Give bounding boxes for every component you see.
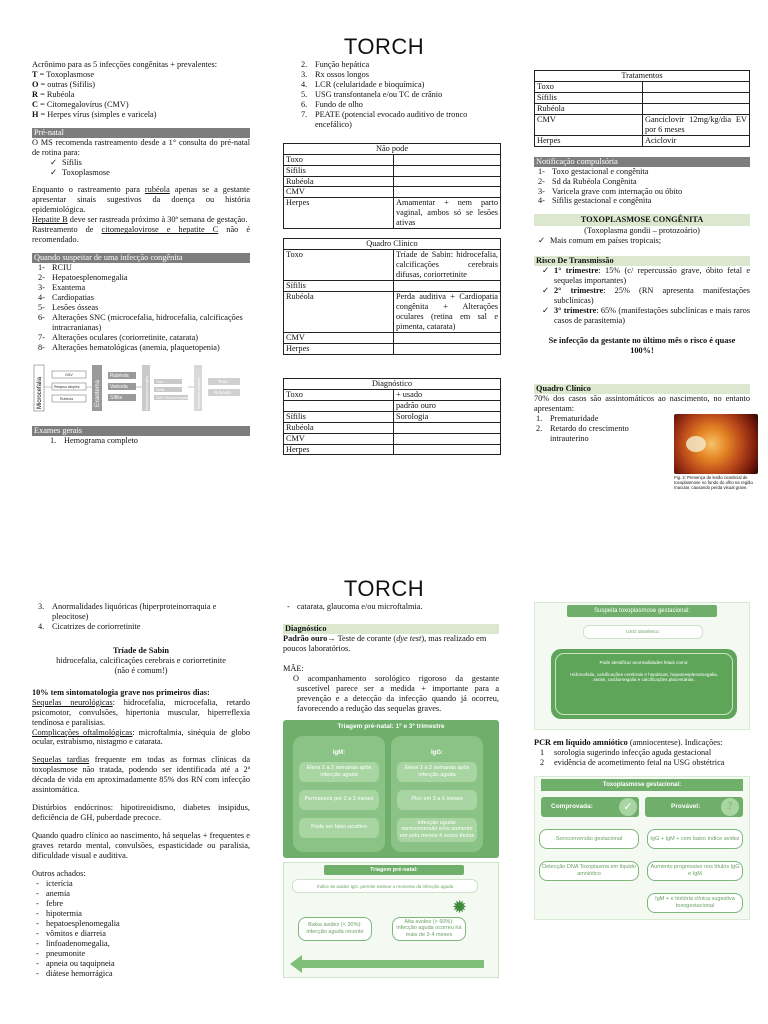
- card-triagem-trimestre: [283, 720, 499, 858]
- diagram-l3-item: Sífilis: [156, 387, 165, 392]
- fundus-image: [674, 414, 758, 474]
- exam-item: 5. USG transfontanela e/ou TC de crânio: [315, 90, 501, 100]
- suspect-item: 8- Alterações hematológicas (anemia, plaquetopenia): [52, 343, 250, 353]
- table-title: Não pode: [284, 143, 501, 154]
- table-cell-value: [643, 103, 750, 114]
- risco-trimestre: 1° trimestre: [554, 266, 599, 276]
- outros-list: [32, 879, 250, 979]
- table-nao-pode: [283, 143, 501, 230]
- exams-list-continued: [32, 602, 250, 632]
- pcr-list: [534, 748, 750, 768]
- table-row: [284, 176, 501, 187]
- risco-header: Risco De Transmissão: [534, 256, 750, 266]
- diagram-l2-item: Varicela: [110, 383, 128, 390]
- outros-item: - icterícia: [32, 879, 250, 889]
- table-cell-value: [394, 433, 501, 444]
- prenatal-item: ✓ Sífilis: [46, 158, 250, 168]
- table-row: [284, 250, 501, 281]
- virus-icon: ✹: [452, 896, 468, 917]
- page-2: [0, 512, 768, 1024]
- table-cell-key: Toxo: [284, 250, 394, 281]
- acronym-letter: R: [32, 89, 38, 99]
- table-cell-value: Perda auditiva + Cardiopatia congênita + Alterações oculares (retina em sal e pimenta, catarata): [394, 292, 501, 333]
- suspect-list: [32, 263, 250, 353]
- acronym-text: = outras (Sífilis): [38, 79, 95, 89]
- table-cell-key: Rubéola: [284, 422, 394, 433]
- table-cell-key: Herpes: [284, 198, 394, 229]
- outros-item: - apneia ou taquipneia: [32, 959, 250, 969]
- mae-text: O acompanhamento sorológico rigoroso da gestante suscetível parece ser a medida + importante para a prevenção e a detecção da infecção quando já ocorreu, favorecendo a redução das sequelas graves.: [293, 673, 499, 713]
- qc-item: 1. Prematuridade: [550, 414, 664, 424]
- table-cell-value: [394, 343, 501, 354]
- table-cell-value: Sorologia: [394, 411, 501, 422]
- risco-item: [538, 306, 750, 326]
- risco-trimestre: 2° trimestre: [554, 286, 604, 296]
- notificacao-item: 4- Sífilis gestacional e congênita: [552, 196, 750, 206]
- outros-item: - anemia: [32, 889, 250, 899]
- qc-header: Quadro Clínico: [534, 384, 750, 394]
- column-1: [32, 60, 250, 446]
- acronym-text: = Toxoplasmose: [37, 69, 95, 79]
- differential-diagram: [32, 363, 250, 415]
- sintomatologia-title: 10% tem sintomatologia grave nos primeiros dias:: [32, 687, 210, 697]
- table-row: [284, 292, 501, 333]
- diagram-l3-item: CMV Hepatomegalia: [156, 395, 189, 400]
- table-row: [284, 411, 501, 422]
- column-2: [283, 602, 499, 978]
- table-cell-value: [394, 165, 501, 176]
- risco-note: Se infecção da gestante no último mês o risco é quase 100%!: [548, 335, 736, 355]
- diagram-oculares: Alterações oculares: [197, 377, 201, 409]
- exam-item: 2. Função hepática: [315, 60, 501, 70]
- rastreamento-rubeola: Enquanto o rastreamento para rubéola apenas se a gestante apresentar sinais sugestivos da doença ou história epidemiológica.: [32, 185, 250, 215]
- outros-item: - vômitos e diarreia: [32, 929, 250, 939]
- toxo-subtitle: (Toxoplasma gondii – protozoário): [584, 226, 700, 236]
- table-cell-key: Sífilis: [284, 411, 394, 422]
- risco-text: : 15% (c/ repercussão grave, óbito fetal e sequelas importantes): [554, 266, 750, 286]
- acronym-text: = Rubéola: [38, 89, 75, 99]
- table-cell-key: [284, 400, 394, 411]
- table-cell-value: [394, 176, 501, 187]
- table-cell-value: [394, 332, 501, 343]
- provavel-label: Provável:: [645, 797, 743, 817]
- figure-caption: Fig. 2: Presença de lesão cicatricial de toxoplasmose no fundo do olho na região macular, causando perda visual grave.: [674, 474, 753, 490]
- qc-list: [534, 414, 664, 444]
- outros-item: - linfoadenomegalia,: [32, 939, 250, 949]
- risco-item: [538, 286, 750, 306]
- table-cell-value: [394, 281, 501, 292]
- diagram-l2-item: Rubéola: [110, 372, 129, 379]
- table-diagnostico: [283, 378, 501, 456]
- exams-list: [32, 436, 250, 446]
- table-cell-key: Sífilis: [535, 92, 643, 103]
- column-3: [534, 602, 750, 920]
- table-row: [535, 135, 750, 146]
- table-cell-value: [643, 92, 750, 103]
- exam-item: 4. Cicatrizes de coriorretinite: [52, 622, 250, 632]
- suspect-item: 6- Alterações SNC (microcefalia, hidrocefalia, calcificações intracranianas): [52, 313, 250, 333]
- suspect-item: 3- Exantema: [52, 283, 250, 293]
- outros-item: - pneumonite: [32, 949, 250, 959]
- diagram-l4-item: Rubéola: [214, 389, 231, 395]
- table-row: [284, 343, 501, 354]
- outros-title: Outros achados:: [32, 869, 86, 879]
- table-row: [284, 198, 501, 229]
- acronym-item: [32, 100, 250, 110]
- table-cell-key: Toxo: [284, 389, 394, 400]
- toxo-list: [534, 236, 750, 246]
- padrao-ouro: Padrão ouro→ Teste de corante (dye test), mas realizado em poucos laboratórios.: [283, 633, 487, 653]
- outros-item: - hepatoesplenomegalia: [32, 919, 250, 929]
- exams-list-continued: [283, 60, 501, 130]
- diagnostico-header: Diagnóstico: [283, 624, 499, 634]
- table-title: Diagnóstico: [284, 378, 501, 389]
- igg-label: IgG:: [431, 749, 443, 756]
- comprovada-item: Soroconversão gestacional: [539, 829, 639, 849]
- igm-label: IgM:: [332, 749, 346, 756]
- card-header: Triagem pré-natal:: [324, 865, 464, 875]
- table-cell-value: Aciclovir: [643, 135, 750, 146]
- table-cell-value: Amamentar + nem parto vaginal, ambos só se lesões ativas: [394, 198, 501, 229]
- table-cell-key: Herpes: [284, 343, 394, 354]
- table-cell-value: [394, 154, 501, 165]
- table-tratamentos: [534, 70, 750, 147]
- check-icon: ✓: [619, 798, 637, 816]
- table-cell-value: [394, 444, 501, 455]
- diagram-l1-item: Rubéola: [60, 396, 74, 401]
- prenatal-text: O MS recomenda rastreamento desde a 1° consulta do pré-natal de rotina para:: [32, 137, 250, 157]
- table-row: [535, 114, 750, 135]
- acronym-item: [32, 70, 250, 80]
- retinal-lesion: [686, 436, 706, 452]
- prenatal-item: ✓ Toxoplasmose: [46, 168, 250, 178]
- outros-item: - hipotermia: [32, 909, 250, 919]
- oculares-list: [283, 602, 499, 612]
- exam-item: 1. Hemograma completo: [64, 436, 250, 446]
- suspect-item: 7- Alterações oculares (coriorretinite, catarata): [52, 333, 250, 343]
- sequelas-tardias: Sequelas tardias frequente em todas as formas clínicas da toxoplasmose não tratada, podendo ser identificada até a 2ª década de vida em aproximadamente 85% dos RN com infecção assintomática.: [32, 755, 250, 795]
- card-toxo-gestacional: [534, 776, 750, 920]
- prenatal-list: [32, 158, 250, 178]
- table-row: [535, 81, 750, 92]
- column-2: [283, 60, 501, 455]
- risco-list: [534, 266, 750, 326]
- acronym-text: = Citomegalovírus (CMV): [38, 99, 129, 109]
- page-title: TORCH: [343, 576, 425, 601]
- sabin-block: [32, 646, 250, 676]
- table-cell-key: Herpes: [284, 444, 394, 455]
- sabin-text: hidrocefalia, calcificações cerebrais e coriorretinite: [56, 655, 226, 665]
- card-suspeita: [534, 602, 750, 730]
- pcr-text: PCR em líquido amniótico (amniocentese). Indicações:: [534, 738, 723, 747]
- notificacao-item: 1- Toxo gestacional e congênita: [552, 167, 750, 177]
- exam-item: 6. Fundo de olho: [315, 100, 501, 110]
- mae-label: MÃE:: [283, 663, 304, 673]
- diagram-microcefalia: Microcefalia: [37, 376, 43, 409]
- pcr-item: 2 evidência de acometimento fetal na USG obstétrica: [554, 758, 750, 768]
- avidez-text: Índice de avidez IgG: permite estimar o momento da infecção aguda: [292, 879, 478, 893]
- section-exams: Exames gerais: [32, 426, 250, 436]
- pcr-item: 1 sorologia sugerindo infecção aguda gestacional: [554, 748, 750, 758]
- rastreamento-cmv: Rastreamento de citomegalovirose e hepatite C não é recomendado.: [32, 225, 251, 245]
- igg-item: Eleva 1 a 2 semanas após infecção aguda: [397, 762, 477, 782]
- acronym-text: = Herpes vírus (simples e varicela): [38, 109, 157, 119]
- igm-item: Permanece por 2 a 3 meses: [299, 790, 379, 810]
- qc-item: 2. Retardo do crescimento intrauterino: [550, 424, 664, 444]
- table-row: [284, 389, 501, 400]
- notificacao-list: [534, 167, 750, 207]
- page-title: TORCH: [343, 34, 425, 59]
- exam-item: 4. LCR (celularidade e bioquímica): [315, 80, 501, 90]
- suspect-item: 2- Hepatoesplenomegalia: [52, 273, 250, 283]
- suspect-item: 1- RCIU: [52, 263, 250, 273]
- table-cell-key: Rubéola: [284, 176, 394, 187]
- outros-item: - diátese hemorrágica: [32, 969, 250, 979]
- risco-trimestre: 3° trimestre: [554, 306, 597, 316]
- sabin-note: (não é comum!): [114, 665, 168, 675]
- risco-item: [538, 266, 750, 286]
- diagram-l3-item: Toxo: [156, 379, 164, 384]
- table-row: [284, 165, 501, 176]
- card-triagem-avidez: [283, 862, 499, 978]
- column-3: [534, 70, 753, 494]
- igg-item: Infecção aguda: soroconversão e/ou aumento em pelo menos 4 vezes títulos: [397, 818, 477, 842]
- table-row: [284, 400, 501, 411]
- provavel-item: IgG + IgM + com baixo índice avidez: [647, 829, 743, 849]
- sequelas-neurologicas: Sequelas neurológicas: hidrocefalia, microcefalia, retardo psicomotor, convulsões, hipertonia muscular, hiperreflexia tendínosa e paralisias.: [32, 697, 250, 727]
- table-cell-key: Toxo: [284, 154, 394, 165]
- toxo-item: ✓ Mais comum em países tropicais;: [534, 236, 750, 246]
- table-cell-key: Rubéola: [284, 292, 394, 333]
- table-row: [284, 433, 501, 444]
- table-cell-key: CMV: [535, 114, 643, 135]
- igm-item: Pode ser falso-positivo: [299, 818, 379, 838]
- diagram-l1-item: CMV: [65, 372, 73, 377]
- table-cell-key: CMV: [284, 433, 394, 444]
- outros-item: - febre: [32, 899, 250, 909]
- avidez-baixa: Baixa avidez (< 30%): infecção aguda recente: [298, 917, 372, 941]
- section-prenatal: Pré-natal: [32, 128, 250, 138]
- table-cell-value: Ganciclovir 12mg/kg/dia EV por 6 meses: [643, 114, 750, 135]
- suspect-item: 5- Lesões ósseas: [52, 303, 250, 313]
- exam-item: 3. Anormalidades liquóricas (hiperproteinorraquia e pleocitose): [52, 602, 250, 622]
- oculares-item: - catarata, glaucoma e/ou microftalmia.: [283, 602, 499, 612]
- acronym-letter: C: [32, 99, 38, 109]
- avidez-alta: Alta avidez (> 60%): infecção aguda ocorreu há mais de 3-4 meses: [392, 917, 466, 941]
- table-cell-value: [394, 187, 501, 198]
- acronym-letter: T: [32, 69, 38, 79]
- table-cell-key: Toxo: [535, 81, 643, 92]
- risco-text: : 65% (manifestações subclínicas e mais raros casos de parasitemia): [554, 306, 750, 326]
- notificacao-item: 2- Sd da Rubéola Congênita: [552, 177, 750, 187]
- table-cell-key: Rubéola: [535, 103, 643, 114]
- complicacoes-oftalmologicas: Complicações oftalmológicas: microftalmia, sinéquia de globo ocular, estrabismo, nistagmo e catarata.: [32, 727, 250, 747]
- table-cell-value: [394, 422, 501, 433]
- table-row: [284, 422, 501, 433]
- igm-item: Eleva 1 a 2 semanas após infecção aguda: [299, 762, 379, 782]
- table-cell-value: + usado: [394, 389, 501, 400]
- table-cell-key: Sífilis: [284, 165, 394, 176]
- quadro-ao-nascimento: Quando quadro clínico ao nascimento, há sequelas + frequentes e graves retardo mental, convulsões, espasticidade ou paralisia, dificuldade visual e auditiva.: [32, 831, 250, 861]
- diagram-l2-item: Sífilis: [110, 394, 122, 401]
- disturbios-endocrinos: Distúrbios endócrinos: hipotireoidismo, diabetes insipidus, deficiência de GH, puberdade precoce.: [32, 803, 250, 823]
- notificacao-item: 3- Varicela grave com internação ou óbito: [552, 187, 750, 197]
- risco-text: : 25% (RN apresenta manifestações subclínicas): [554, 286, 751, 306]
- section-suspect: Quando suspeitar de uma infecção congênita: [32, 253, 250, 263]
- table-row: [284, 154, 501, 165]
- column-1: [32, 602, 250, 979]
- card-header: Toxoplasmose gestacional:: [541, 779, 743, 791]
- acronym-item: [32, 90, 250, 100]
- exam-item: 7. PEATE (potencial evocado auditivo de tronco encefálico): [315, 110, 501, 130]
- table-row: [284, 332, 501, 343]
- igg-item: Pico em 3 a 6 meses: [397, 790, 477, 810]
- section-notificacao: Notificação compulsória: [534, 157, 750, 167]
- question-icon: ?: [721, 798, 739, 816]
- diagram-hepato: Hepatoesplenomegalia: [145, 376, 149, 410]
- acronym-item: [32, 110, 250, 120]
- table-cell-key: Herpes: [535, 135, 643, 146]
- acronym-list: [32, 70, 250, 120]
- table-cell-key: CMV: [284, 332, 394, 343]
- provavel-item: Aumento progressivo nos títulos IgG e IgM: [647, 861, 743, 881]
- table-cell-key: CMV: [284, 187, 394, 198]
- acronym-letter: H: [32, 109, 39, 119]
- qc-text: 70% dos casos são assintomáticos ao nascimento, no entanto apresentam:: [534, 393, 750, 413]
- table-cell-value: padrão ouro: [394, 400, 501, 411]
- intro-text: Acrônimo para as 5 infecções congênitas + prevalentes:: [32, 60, 218, 69]
- toxo-header: TOXOPLASMOSE CONGÊNITA: [534, 214, 750, 226]
- table-title: Quadro Clínico: [284, 239, 501, 250]
- diagram-exantema: Exantema: [95, 379, 101, 407]
- sabin-title: Tríade de Sabin: [112, 645, 170, 655]
- diagram-l4-item: Toxo: [218, 378, 228, 384]
- comprovada-label: Comprovada:: [541, 797, 639, 817]
- table-row: [535, 92, 750, 103]
- acronym-item: [32, 80, 250, 90]
- suspect-item: 4- Cardiopatias: [52, 293, 250, 303]
- usg-inner-text: Hidrocefalia, calcificações cerebrais e hepáticas, hepatoesplenomegalia, ascite, cardiomegalia e calcificações placentárias.: [570, 671, 718, 682]
- table-row: [284, 187, 501, 198]
- rastreamento-hepatite-b: Hepatite B deve ser rastreada próximo à 30ª semana de gestação.: [32, 215, 248, 225]
- table-quadro-clinico: [283, 238, 501, 354]
- table-row: [284, 444, 501, 455]
- comprovada-item: Detecção DNA Toxoplasma em líquido amniótico: [539, 861, 639, 881]
- table-cell-value: Tríade de Sabin: hidrocefalia, calcificações cerebrais difusas, coriorretinite: [394, 250, 501, 281]
- exam-item: 3. Rx ossos longos: [315, 70, 501, 80]
- card-header: Triagem pré-natal: 1º e 3º trimestre: [337, 722, 445, 730]
- card-header: Suspeita toxoplasmose gestacional:: [567, 605, 717, 617]
- usg-inner-title: Pode identificar anormalidades fetais como:: [599, 660, 689, 665]
- table-row: [284, 281, 501, 292]
- acronym-letter: O: [32, 79, 39, 89]
- usg-label: USG obstétrico:: [583, 625, 703, 639]
- arrow-icon: [288, 953, 498, 975]
- table-row: [535, 103, 750, 114]
- table-title: Tratamentos: [535, 71, 750, 82]
- table-cell-key: Sífilis: [284, 281, 394, 292]
- table-cell-value: [643, 81, 750, 92]
- provavel-item: IgM + e história clínica sugestiva toxogestacional: [647, 893, 743, 913]
- diagram-l1-item: Relapso simples: [54, 384, 80, 389]
